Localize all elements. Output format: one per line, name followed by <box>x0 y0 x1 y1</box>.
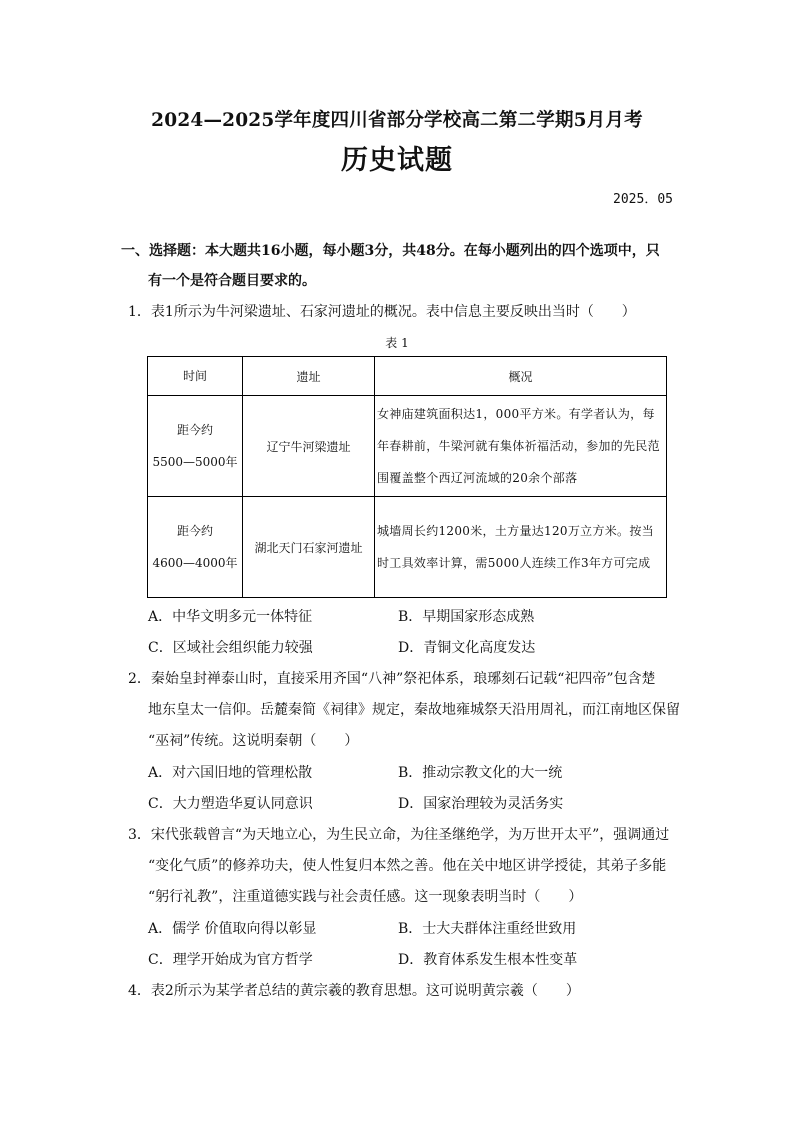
table-cell-site: 湖北天门石家河遗址 <box>243 497 375 598</box>
table-row <box>148 497 667 598</box>
q3-line2: “变化气质”的修养功夫，使人性复归本然之善。他在关中地区讲学授徒，其弟子多能 <box>148 858 667 874</box>
q1-stem: 1．表1所示为牛河梁遗址、石家河遗址的概况。表中信息主要反映出当时（ ） <box>128 304 636 320</box>
table-1 <box>147 356 667 598</box>
q1-option-b[interactable]: B．早期国家形态成熟 <box>398 609 535 625</box>
time-line1: 距今约 <box>176 423 213 437</box>
table-cell-desc: 城墙周长约1200米，土方量达120万立方米。按当时工具效率计算，需5000人连续工作3年方可完成 <box>375 497 667 598</box>
q3-option-a[interactable]: A．儒学 价值取向得以彰显 <box>148 921 317 937</box>
q3-line1: 3．宋代张载曾言“为天地立心，为生民立命，为往圣继绝学，为万世开太平”，强调通过 <box>128 827 670 843</box>
time-line2: 4600—4000年 <box>152 556 238 570</box>
q4-line1: 4．表2所示为某学者总结的黄宗羲的教育思想。这可说明黄宗羲（ ） <box>128 983 580 999</box>
q2-option-a[interactable]: A．对六国旧地的管理松散 <box>148 765 313 781</box>
q2-line1: 2．秦始皇封禅泰山时，直接采用齐国“八神”祭祀体系，琅琊刻石记载“祀四帝”包含楚 <box>128 671 656 687</box>
table-cell-site: 辽宁牛河梁遗址 <box>243 396 375 497</box>
q3-option-c[interactable]: C．理学开始成为官方哲学 <box>148 952 313 968</box>
table-cell-time <box>148 396 243 497</box>
table-header-desc: 概况 <box>375 357 667 396</box>
q2-option-b[interactable]: B．推动宗教文化的大一统 <box>398 765 563 781</box>
section-heading-line2: 有一个是符合题目要求的。 <box>148 273 316 289</box>
q2-line2: 地东皇太一信仰。岳麓秦简《祠律》规定，秦故地雍城祭天沿用周礼，而江南地区保留 <box>148 702 680 718</box>
table-cell-time <box>148 497 243 598</box>
q2-line3: “巫祠”传统。这说明秦朝（ ） <box>148 733 359 749</box>
table-header-time: 时间 <box>148 357 243 396</box>
exam-title: 2024—2025学年度四川省部分学校高二第二学期5月月考 <box>151 110 643 131</box>
q1-option-a[interactable]: A．中华文明多元一体特征 <box>148 609 313 625</box>
q2-option-c[interactable]: C．大力塑造华夏认同意识 <box>148 796 313 812</box>
q3-option-d[interactable]: D．教育体系发生根本性变革 <box>398 952 578 968</box>
table-cell-desc: 女神庙建筑面积达1，000平方米。有学者认为，每年春耕前，牛梁河就有集体祈福活动，参加的先民范围覆盖整个西辽河流域的20余个部落 <box>375 396 667 497</box>
section-heading-line1: 一、选择题：本大题共16小题，每小题3分，共48分。在每小题列出的四个选项中，只 <box>121 243 660 259</box>
time-line2: 5500—5000年 <box>152 455 238 469</box>
table-row <box>148 396 667 497</box>
table-header-site: 遗址 <box>243 357 375 396</box>
q3-line3: “躬行礼教”，注重道德实践与社会责任感。这一现象表明当时（ ） <box>148 889 583 905</box>
q1-option-c[interactable]: C．区域社会组织能力较强 <box>148 640 313 656</box>
q3-option-b[interactable]: B．士大夫群体注重经世致用 <box>398 921 577 937</box>
q1-option-d[interactable]: D．青铜文化高度发达 <box>398 640 536 656</box>
table1-caption: 表 1 <box>385 336 409 350</box>
q2-option-d[interactable]: D．国家治理较为灵活务实 <box>398 796 564 812</box>
exam-subtitle: 历史试题 <box>341 145 453 176</box>
table-header-row <box>148 357 667 396</box>
exam-date: 2025．05 <box>613 192 673 207</box>
time-line1: 距今约 <box>176 524 213 538</box>
